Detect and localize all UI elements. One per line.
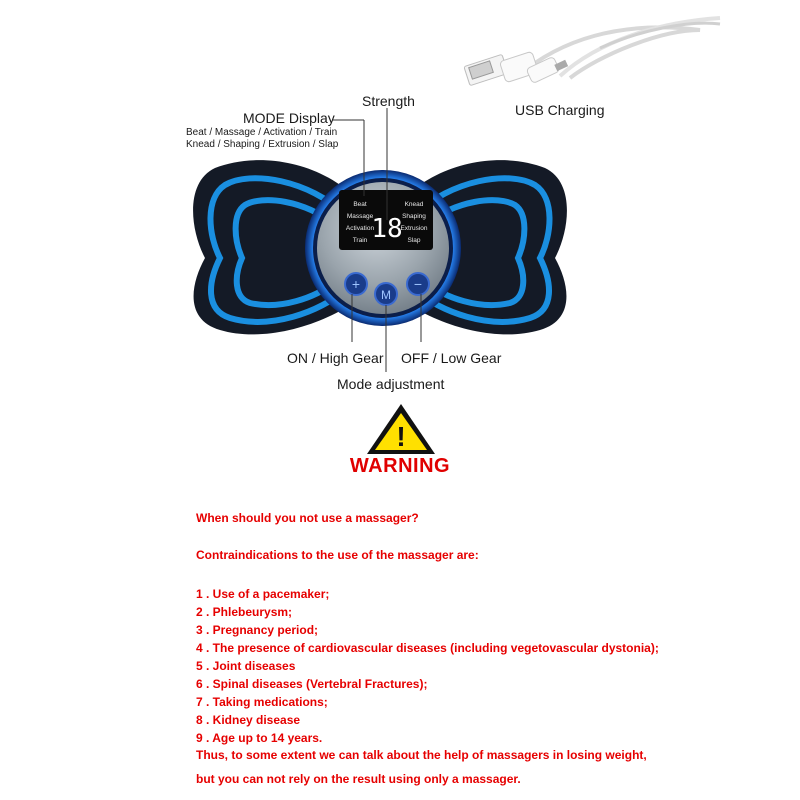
on-high-gear-label: ON / High Gear	[287, 350, 384, 366]
list-item: 4 . The presence of cardiovascular diseases (including vegetovascular dystonia);	[196, 641, 659, 655]
warning-footer-line-1: Thus, to some extent we can talk about the help of massagers in losing weight,	[196, 748, 647, 762]
lcd-digits: 18	[371, 214, 403, 244]
svg-text:−: −	[413, 276, 423, 292]
mode-list-line-1: Beat / Massage / Activation / Train	[186, 127, 338, 138]
lcd-mode-left-3: Activation	[345, 225, 375, 232]
lcd-mode-left-4: Train	[352, 237, 368, 244]
mode-list-line-2: Knead / Shaping / Extrusion / Slap	[186, 139, 339, 150]
usb-cable-icon	[464, 18, 720, 86]
list-item: 7 . Taking medications;	[196, 695, 328, 709]
lcd-mode-right-3: Extrusion	[400, 225, 428, 232]
minus-button[interactable]	[407, 273, 429, 295]
svg-text:!: !	[396, 421, 406, 452]
strength-label: Strength	[362, 93, 415, 109]
list-item: 9 . Age up to 14 years.	[196, 731, 323, 745]
warning-footer-line-2: but you can not rely on the result using only a massager.	[196, 772, 521, 786]
list-item: 6 . Spinal diseases (Vertebral Fractures);	[196, 677, 428, 691]
usb-charging-label: USB Charging	[515, 102, 605, 118]
control-unit	[305, 170, 461, 326]
svg-text:+: +	[351, 276, 361, 292]
list-item: 3 . Pregnancy period;	[196, 623, 319, 637]
svg-text:M: M	[381, 288, 391, 302]
mode-display-label: MODE Display	[243, 110, 335, 126]
off-low-gear-label: OFF / Low Gear	[401, 350, 502, 366]
lcd-mode-right-4: Slap	[407, 237, 421, 244]
lcd-mode-left-1: Beat	[353, 201, 367, 208]
list-item: 2 . Phlebeurysm;	[196, 605, 293, 619]
list-item: 1 . Use of a pacemaker;	[196, 587, 330, 601]
list-item: 8 . Kidney disease	[196, 713, 301, 727]
warning-triangle-icon	[367, 404, 435, 454]
plus-button[interactable]	[345, 273, 367, 295]
lcd-mode-right-1: Knead	[404, 201, 424, 208]
mode-button[interactable]	[375, 283, 397, 305]
list-item: 5 . Joint diseases	[196, 659, 296, 673]
warning-intro: Contraindications to the use of the massager are:	[196, 548, 479, 562]
lcd-mode-right-2: Shaping	[402, 213, 426, 220]
mode-adjustment-label: Mode adjustment	[337, 376, 445, 392]
warning-question: When should you not use a massager?	[196, 511, 419, 525]
lcd-mode-left-2: Massage	[346, 213, 374, 220]
warning-title: WARNING	[349, 455, 451, 477]
